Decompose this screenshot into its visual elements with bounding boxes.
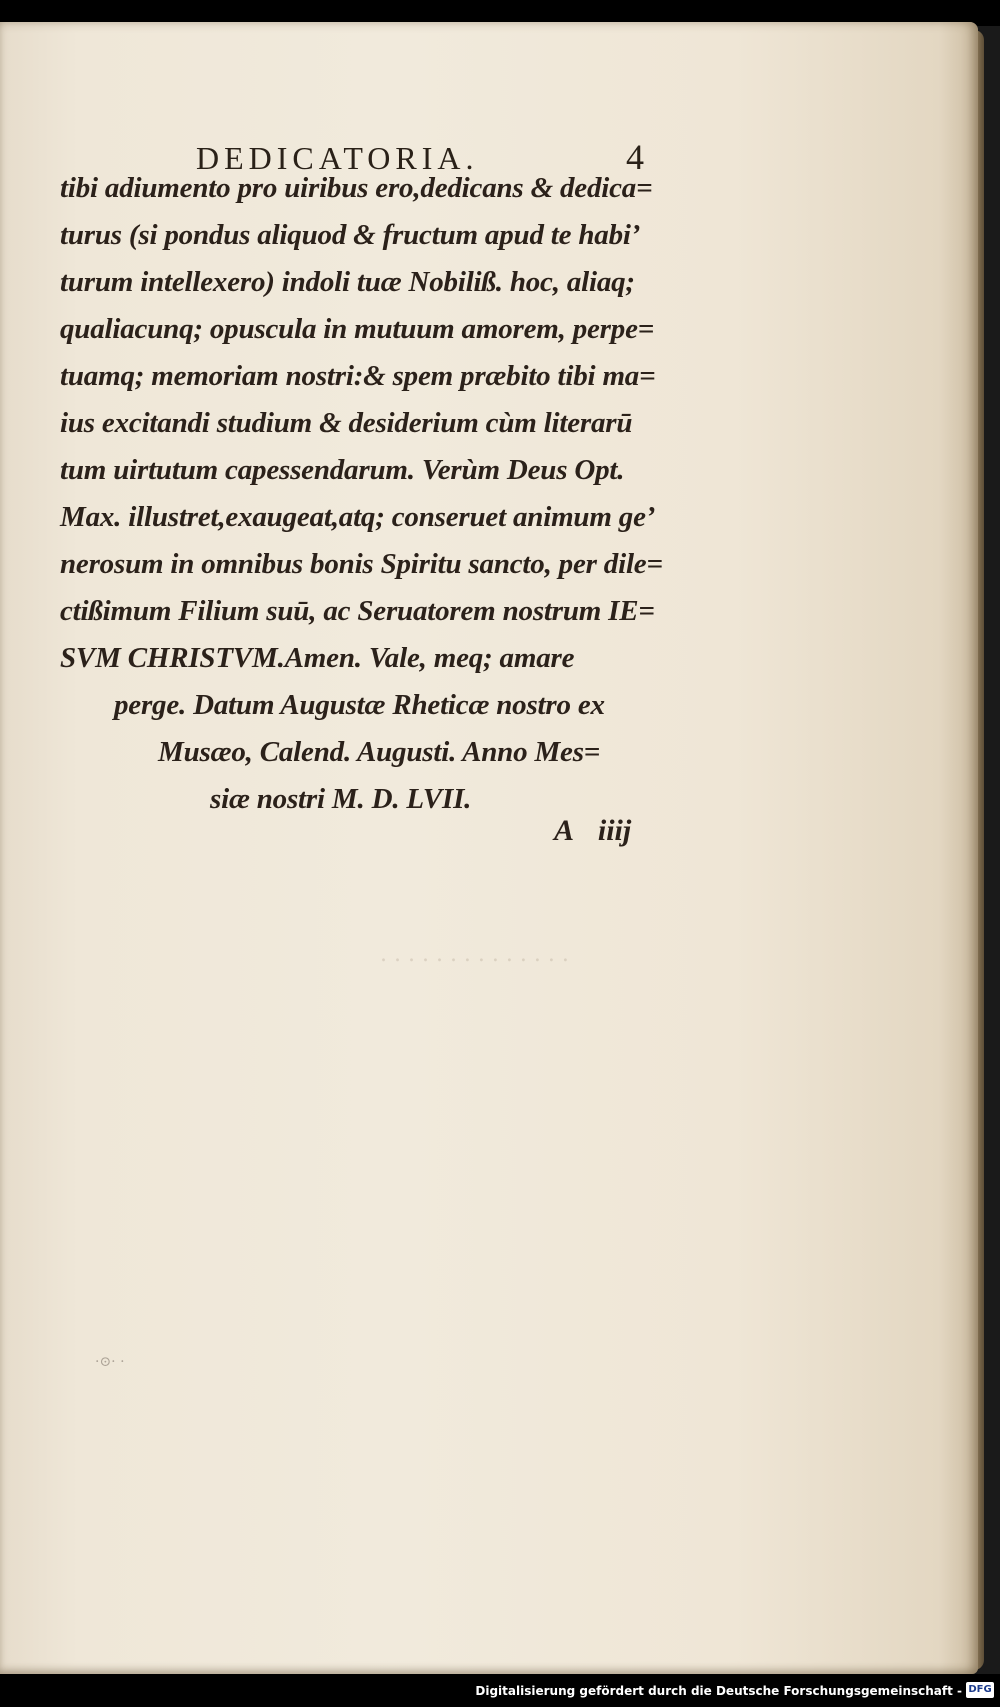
body-line: siæ nostri M. D. LVII. xyxy=(210,783,472,815)
body-line: qualiacunq; opuscula in mutuum amorem, perpe= xyxy=(60,313,655,345)
body-line: perge. Datum Augustæ Rheticæ nostro ex xyxy=(114,689,605,721)
body-line: tuamq; memoriam nostri:& spem præbito tibi ma= xyxy=(60,360,656,392)
body-line: Max. illustret,exaugeat,atq; conseruet animum ge’ xyxy=(60,501,656,533)
body-line: tibi adiumento pro uiribus ero,dedicans & dedica= xyxy=(60,172,653,204)
ink-smudge: ·⊙· · xyxy=(95,1354,125,1370)
body-line: ctißimum Filium suū, ac Seruatorem nostrum IE= xyxy=(60,595,655,627)
body-line: turus (si pondus aliquod & fructum apud te habi’ xyxy=(60,219,641,251)
footer-bar xyxy=(0,1674,1000,1707)
body-line: nerosum in omnibus bonis Spiritu sancto, per dile= xyxy=(60,548,663,580)
body-line: Musæo, Calend. Augusti. Anno Mes= xyxy=(158,736,601,768)
body-line: ius excitandi studium & desiderium cùm literarū xyxy=(60,407,633,439)
funding-credit: Digitalisierung gefördert durch die Deutsche Forschungsgemeinschaft - xyxy=(475,1684,962,1698)
page-number: 4 xyxy=(626,137,644,177)
running-header: DEDICATORIA. xyxy=(196,140,479,176)
bleed-through: . . . . . . . . . . . . . . xyxy=(380,942,569,967)
signature-mark: A iiij xyxy=(554,814,632,847)
body-line: turum intellexero) indoli tuæ Nobiliß. hoc, aliaq; xyxy=(60,266,635,298)
body-line: tum uirtutum capessendarum. Verùm Deus Opt. xyxy=(60,454,625,486)
body-line: SVM CHRISTVM.Amen. Vale, meq; amare xyxy=(60,642,575,674)
book-page xyxy=(0,22,978,1674)
dfg-logo: DFG xyxy=(966,1682,994,1698)
